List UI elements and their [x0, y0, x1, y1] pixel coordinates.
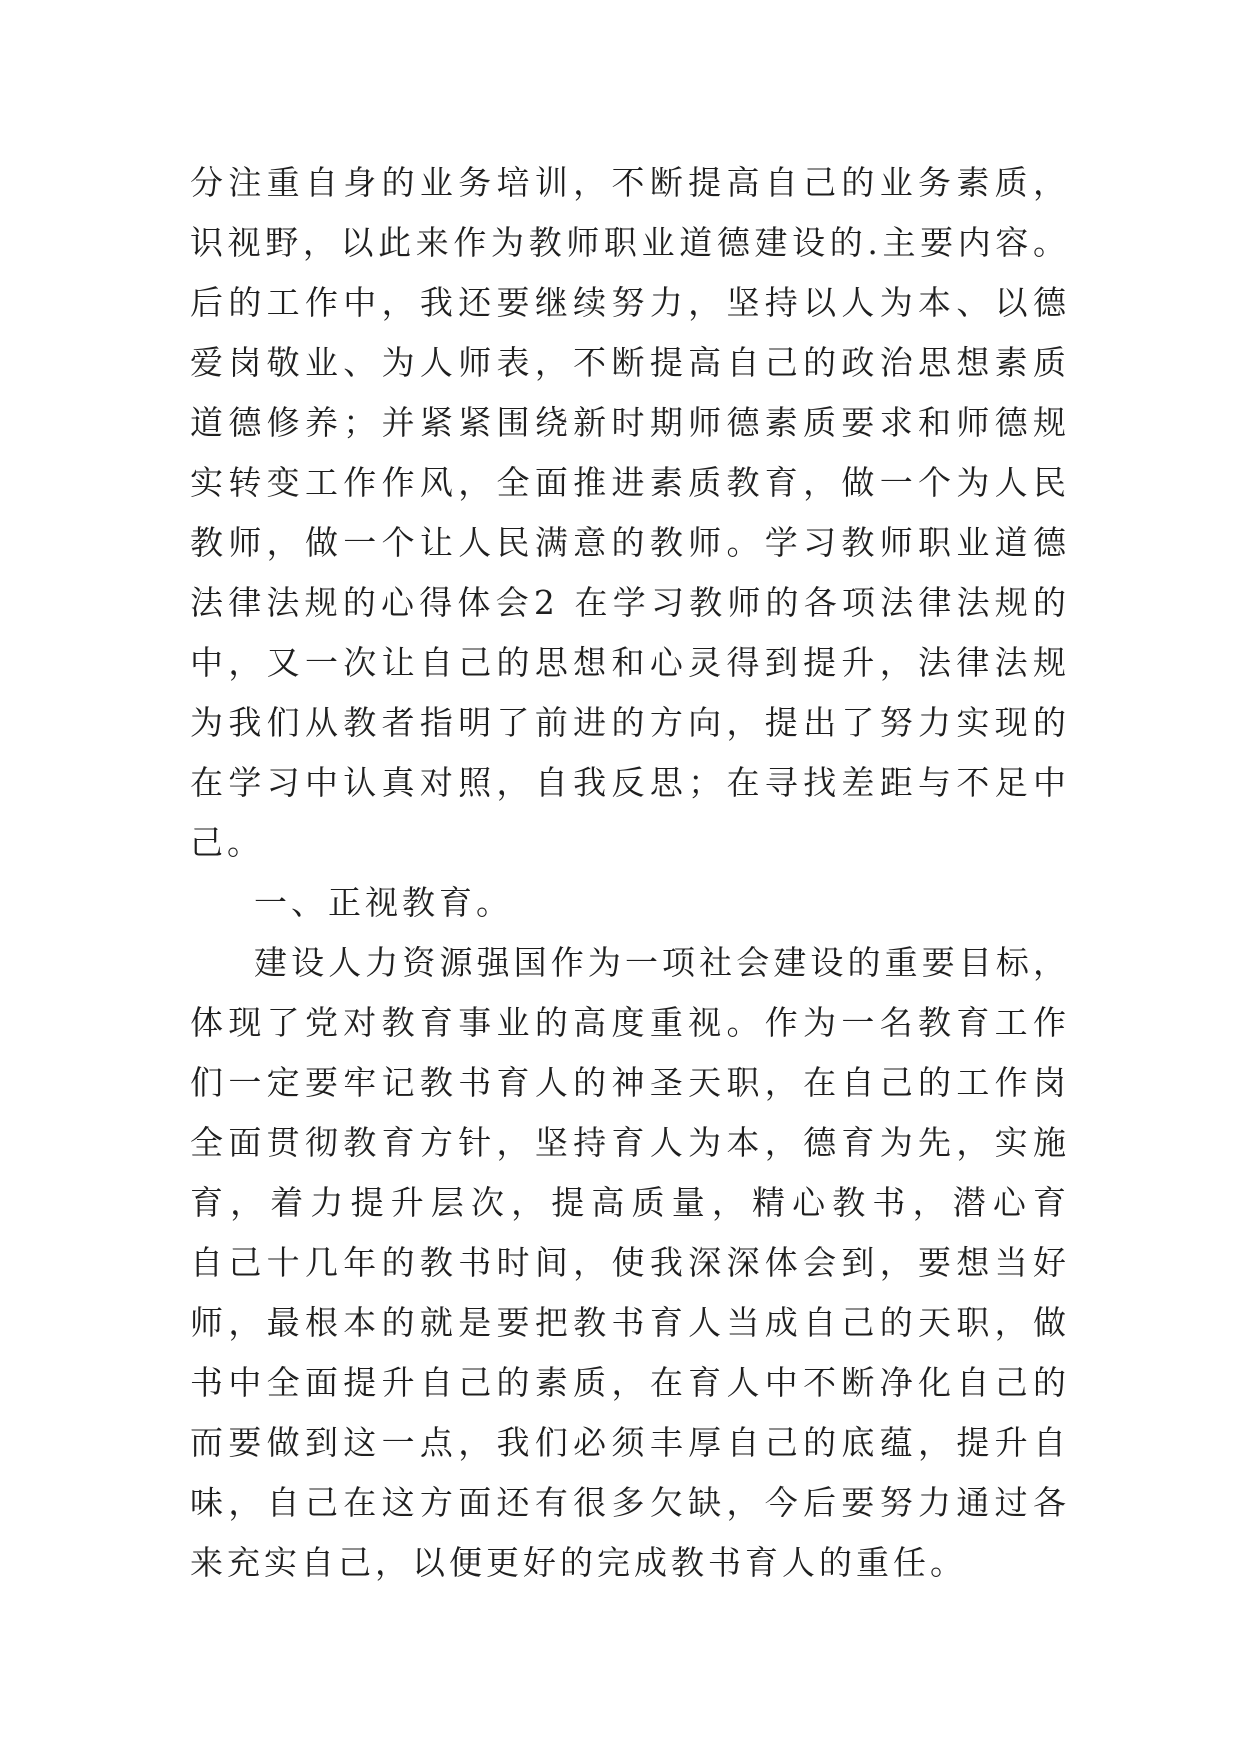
text-line: 育，着力提升层次，提高质量，精心教书，潜心育	[190, 1183, 1070, 1222]
text-line: 而要做到这一点，我们必须丰厚自己的底蕴，提升自	[190, 1423, 1070, 1462]
text-line: 书中全面提升自己的素质，在育人中不断净化自己的	[190, 1363, 1070, 1402]
text-line: 自己十几年的教书时间，使我深深体会到，要想当好	[190, 1243, 1070, 1282]
text-line: 法律法规的心得体会2 在学习教师的各项法律法规的	[190, 583, 1070, 622]
text-line: 识视野，以此来作为教师职业道德建设的.主要内容。	[190, 223, 1070, 262]
text-line: 全面贯彻教育方针，坚持育人为本，德育为先，实施	[190, 1123, 1070, 1162]
body-text	[190, 153, 1070, 1593]
text-line: 味，自己在这方面还有很多欠缺，今后要努力通过各	[190, 1483, 1070, 1522]
text-line: 在学习中认真对照，自我反思；在寻找差距与不足中	[190, 763, 1070, 802]
text-line: 一、正视教育。	[254, 883, 513, 922]
text-line: 己。	[190, 823, 264, 862]
text-line: 建设人力资源强国作为一项社会建设的重要目标，	[254, 943, 1070, 982]
text-line: 道德修养；并紧紧围绕新时期师德素质要求和师德规	[190, 403, 1070, 442]
text-line: 分注重自身的业务培训，不断提高自己的业务素质，	[190, 163, 1070, 202]
text-line: 后的工作中，我还要继续努力，坚持以人为本、以德	[190, 283, 1070, 322]
text-line: 师，最根本的就是要把教书育人当成自己的天职，做	[190, 1303, 1070, 1342]
text-line: 为我们从教者指明了前进的方向，提出了努力实现的	[190, 703, 1070, 742]
text-line: 们一定要牢记教书育人的神圣天职，在自己的工作岗	[190, 1063, 1070, 1102]
text-line: 体现了党对教育事业的高度重视。作为一名教育工作	[190, 1003, 1070, 1042]
text-line: 来充实自己，以便更好的完成教书育人的重任。	[190, 1543, 967, 1582]
text-line: 爱岗敬业、为人师表，不断提高自己的政治思想素质	[190, 343, 1070, 382]
text-line: 实转变工作作风，全面推进素质教育，做一个为人民	[190, 463, 1070, 502]
text-line: 中，又一次让自己的思想和心灵得到提升，法律法规	[190, 643, 1070, 682]
text-line: 教师，做一个让人民满意的教师。学习教师职业道德	[190, 523, 1070, 562]
